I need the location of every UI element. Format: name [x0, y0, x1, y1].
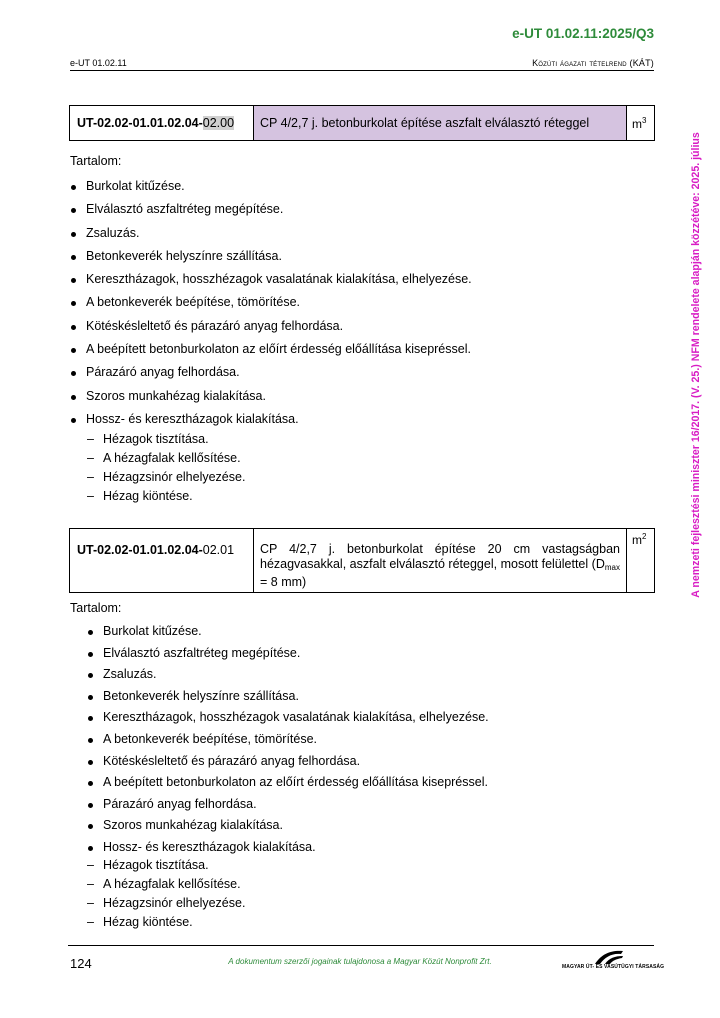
list-item: Párazáró anyag felhordása.: [103, 796, 489, 818]
step-list-1: [86, 178, 472, 434]
list-item: Szoros munkahézag kialakítása.: [86, 388, 472, 411]
logo-text: MAGYAR ÚT- ÉS VASÚTÜGYI TÁRSASÁG: [562, 964, 665, 970]
copyright-note: A dokumentum szerzői jogainak tulajdonosa a Magyar Közút Nonprofit Zrt.: [228, 957, 492, 966]
list-item: Burkolat kitűzése.: [86, 178, 472, 201]
list-item: A beépített betonburkolaton az előírt érdesség előállítása kisepréssel.: [86, 341, 472, 364]
item-description: CP 4/2,7 j. betonburkolat építése 20 cm vastagságban hézagvasakkal, aszfalt elválasztó réteggel, mosott felülettel ($D_{max} = 8$ mm): [254, 529, 627, 593]
list-item: Hossz- és keresztházagok kialakítása.: [103, 839, 489, 861]
step-list-2: [103, 623, 489, 861]
page-number: 124: [70, 956, 92, 971]
substep-list-2: [103, 857, 245, 933]
list-item: Elválasztó aszfaltréteg megépítése.: [86, 201, 472, 224]
footer-rule: [68, 945, 654, 946]
list-item: Szoros munkahézag kialakítása.: [103, 817, 489, 839]
list-item: Hossz- és keresztházagok kialakítása.: [86, 411, 472, 434]
item-code-suffix: 02.01: [202, 543, 235, 557]
road-logo-icon: [594, 949, 624, 965]
item-unit: $m^2$: [627, 529, 655, 593]
list-item: Elválasztó aszfaltréteg megépítése.: [103, 645, 489, 667]
list-item: A betonkeverék beépítése, tömörítése.: [86, 294, 472, 317]
item-code: UT-02.02-01.01.02.04-02.00: [70, 106, 254, 141]
list-item: Párazáró anyag felhordása.: [86, 364, 472, 387]
list-item: – Hézagok tisztítása.: [103, 857, 245, 876]
side-publication-note: [685, 97, 707, 632]
list-item: – Hézag kiöntése.: [103, 488, 245, 507]
list-item: – A hézagfalak kellősítése.: [103, 450, 245, 469]
publisher-logo: [562, 949, 665, 973]
item-code-suffix: 02.00: [202, 116, 235, 130]
content-label-2: Tartalom:: [70, 601, 122, 615]
substep-list-1: [103, 431, 245, 507]
list-item: Keresztházagok, hosszhézagok vasalatának kialakítása, elhelyezése.: [86, 271, 472, 294]
running-header: [70, 58, 654, 68]
list-item: Betonkeverék helyszínre szállítása.: [86, 248, 472, 271]
list-item: Kötéskésleltető és párazáró anyag felhordása.: [103, 753, 489, 775]
list-item: – A hézagfalak kellősítése.: [103, 876, 245, 895]
list-item: Zsaluzás.: [103, 666, 489, 688]
list-item: – Hézag kiöntése.: [103, 914, 245, 933]
list-item: Betonkeverék helyszínre szállítása.: [103, 688, 489, 710]
item-table-2: [69, 528, 655, 593]
item-unit: $m^3$: [627, 106, 655, 141]
side-note-text: A nemzeti fejlesztési miniszter 16/2017. (V. 25.) NFM rendelete alapján közzétéve: 2025. július: [690, 131, 702, 598]
list-item: Zsaluzás.: [86, 225, 472, 248]
list-item: – Hézagzsinór elhelyezése.: [103, 469, 245, 488]
item-code: UT-02.02-01.01.02.04-02.01: [70, 529, 254, 593]
list-item: A beépített betonburkolaton az előírt érdesség előállítása kisepréssel.: [103, 774, 489, 796]
header-right: Közúti ágazati tételrend (KÁT): [532, 58, 654, 68]
list-item: – Hézagok tisztítása.: [103, 431, 245, 450]
item-description: CP 4/2,7 j. betonburkolat építése aszfalt elválasztó réteggel: [254, 106, 627, 141]
document-code: e-UT 01.02.11:2025/Q3: [512, 26, 654, 41]
content-label-1: Tartalom:: [70, 154, 122, 168]
item-table-1: [69, 105, 655, 141]
list-item: Kötéskésleltető és párazáró anyag felhordása.: [86, 318, 472, 341]
list-item: Burkolat kitűzése.: [103, 623, 489, 645]
list-item: – Hézagzsinór elhelyezése.: [103, 895, 245, 914]
list-item: A betonkeverék beépítése, tömörítése.: [103, 731, 489, 753]
header-rule: [70, 70, 654, 71]
list-item: Keresztházagok, hosszhézagok vasalatának kialakítása, elhelyezése.: [103, 709, 489, 731]
header-left: e-UT 01.02.11: [70, 58, 127, 68]
